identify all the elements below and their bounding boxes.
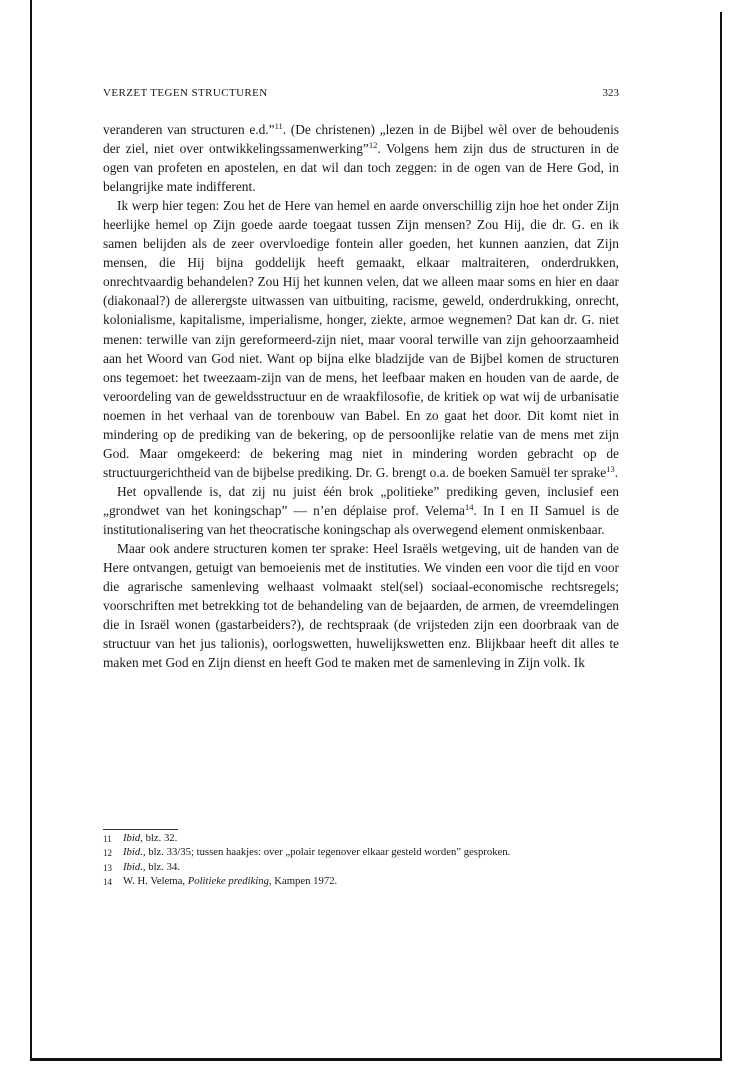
footnote-ref: 12: [368, 140, 378, 151]
footnote-number: 13: [103, 862, 112, 873]
text-run: blz. 32.: [142, 832, 178, 844]
footnote-text: [123, 875, 619, 889]
paragraph: [103, 196, 619, 482]
page-bottom-edge-rule: [30, 1058, 722, 1061]
footnotes: [103, 832, 619, 890]
footnote: [103, 875, 619, 889]
italic-text: Politieke prediking,: [187, 875, 272, 888]
footnote-number: 11: [103, 834, 112, 844]
paragraph: [103, 482, 619, 539]
running-header: [103, 87, 619, 99]
paragraph: [103, 539, 619, 672]
footnote-number: 14: [103, 877, 112, 888]
text-run: Maar ook andere structuren komen ter sprake: Heel Israëls wetgeving, uit de handen van de Here ontvangen, getuigt van bemoeienis met de instituties. We vinden een voor die tijd en voor die agrarische samenleving welhaast volmaakt stel(sel) sociaal-economische rechtsregels; voorschriften met betrekking tot de behandeling van de bejaarden, de armen, de vreemdelingen die in Israël wonen (gastarbeiders?), de rechtspraak (de vrijsteden zijn een doorbraak van de structuur van het jus talionis), oorlogswetten, huwelijkswetten enz. Blijkbaar heeft dit alles te maken met God en Zijn dienst en heeft God te maken met de samenleving in Zijn volk. Ik: [103, 541, 619, 671]
text-run: . In I en II Samuel is de institutionalisering van het theocratische koningschap als overwegend element onmiskenbaar.: [103, 502, 619, 537]
footnote-text: [123, 861, 619, 875]
text-run: .: [614, 464, 619, 480]
paragraph: [103, 120, 619, 196]
italic-text: Ibid.,: [123, 860, 146, 873]
text-run: Ik werp hier tegen: Zou het de Here van hemel en aarde onverschillig zijn hoe het onder Zijn heerlijke hemel op Zijn goede aarde toegaat tussen Zijn mensen? Zou Hij, die dr. G. en ik samen belijden als de zeer overvloedige fontein aller goeden, het kunnen aanzien, dat Zijn mensen, die Hij bijna goddelijk heeft gemaakt, elkaar maltraiteren, onderdrukken, onrechtvaardig behandelen? Zou Hij het kunnen velen, dat we alleen maar soms en hier en daar (diakonaal?) de allerergste uitwassen van uitbuiting, racisme, geweld, onderdrukking, onrecht, kolonialisme, kapitalisme, imperialisme, honger, ziekte, armoe wegnemen? Dat kan dr. G. niet menen: terwille van zijn gereformeerd-zijn niet, maar vooral terwille van zijn gehoorzaamheid aan het Woord van God niet. Want op bijna elke bladzijde van de Bijbel komen de structuren ons tegemoet: het tweezaam-zijn van de mens, het leefbaar maken en houden van de aarde, de veroordeling van de geweldsstructuur en de wraakfilosofie, de kritiek op wat wij de urbanisatie noemen in het verhaal van de torenbouw van Babel. En zo gaat het door. Dit komt niet in mindering op de prediking van de bekering, op de persoonlijke relatie van de mens met zijn God. Maar omgekeerd: de bekering mag niet in mindering worden gebracht op de structuurgerichtheid van de bijbelse prediking. Dr. G. brengt o.a. de boeken Samuël ter sprake: [103, 198, 619, 480]
page-left-edge-rule: [30, 0, 32, 1060]
footnote: [103, 832, 619, 846]
text-run: . (De christenen) „lezen in de Bijbel wèl over de behoudenis der ziel, niet over ontwikkelingssamenwerking”: [103, 122, 620, 157]
footnote-separator: [103, 829, 178, 830]
text-run: veranderen van structuren e.d.”: [103, 122, 275, 137]
page-number: 323: [602, 87, 619, 99]
footnote-text: [123, 846, 619, 860]
text-run: blz. 34.: [145, 860, 180, 873]
body-text: [103, 120, 619, 672]
footnote-ref: 14: [464, 501, 474, 512]
italic-text: Ibid,: [123, 832, 143, 844]
footnote-number: 12: [103, 848, 112, 859]
footnote-ref: 11: [274, 121, 283, 131]
text-run: Het opvallende is, dat zij nu juist één brok „politieke” prediking geven, inclusief een „grondwet van het koningschap” — n’en déplaise prof. Velema: [103, 483, 619, 518]
text-run: . Volgens hem zijn dus de structuren in de ogen van profeten en apostelen, en dat wil dan toch zeggen: in de ogen van de Here God, in belangrijke mate indifferent.: [103, 141, 619, 195]
footnote: [103, 861, 619, 875]
text-run: blz. 33/35; tussen haakjes: over „polair tegenover elkaar gesteld worden” gesproken.: [145, 846, 511, 859]
running-title: VERZET TEGEN STRUCTUREN: [103, 87, 268, 99]
italic-text: Ibid.,: [123, 846, 146, 859]
page-right-edge-rule: [720, 12, 722, 1060]
text-run: W. H. Velema,: [123, 875, 188, 888]
footnote-text: [123, 832, 619, 846]
footnote-ref: 13: [606, 463, 615, 474]
text-run: Kampen 1972.: [271, 875, 338, 888]
footnote: [103, 846, 619, 860]
